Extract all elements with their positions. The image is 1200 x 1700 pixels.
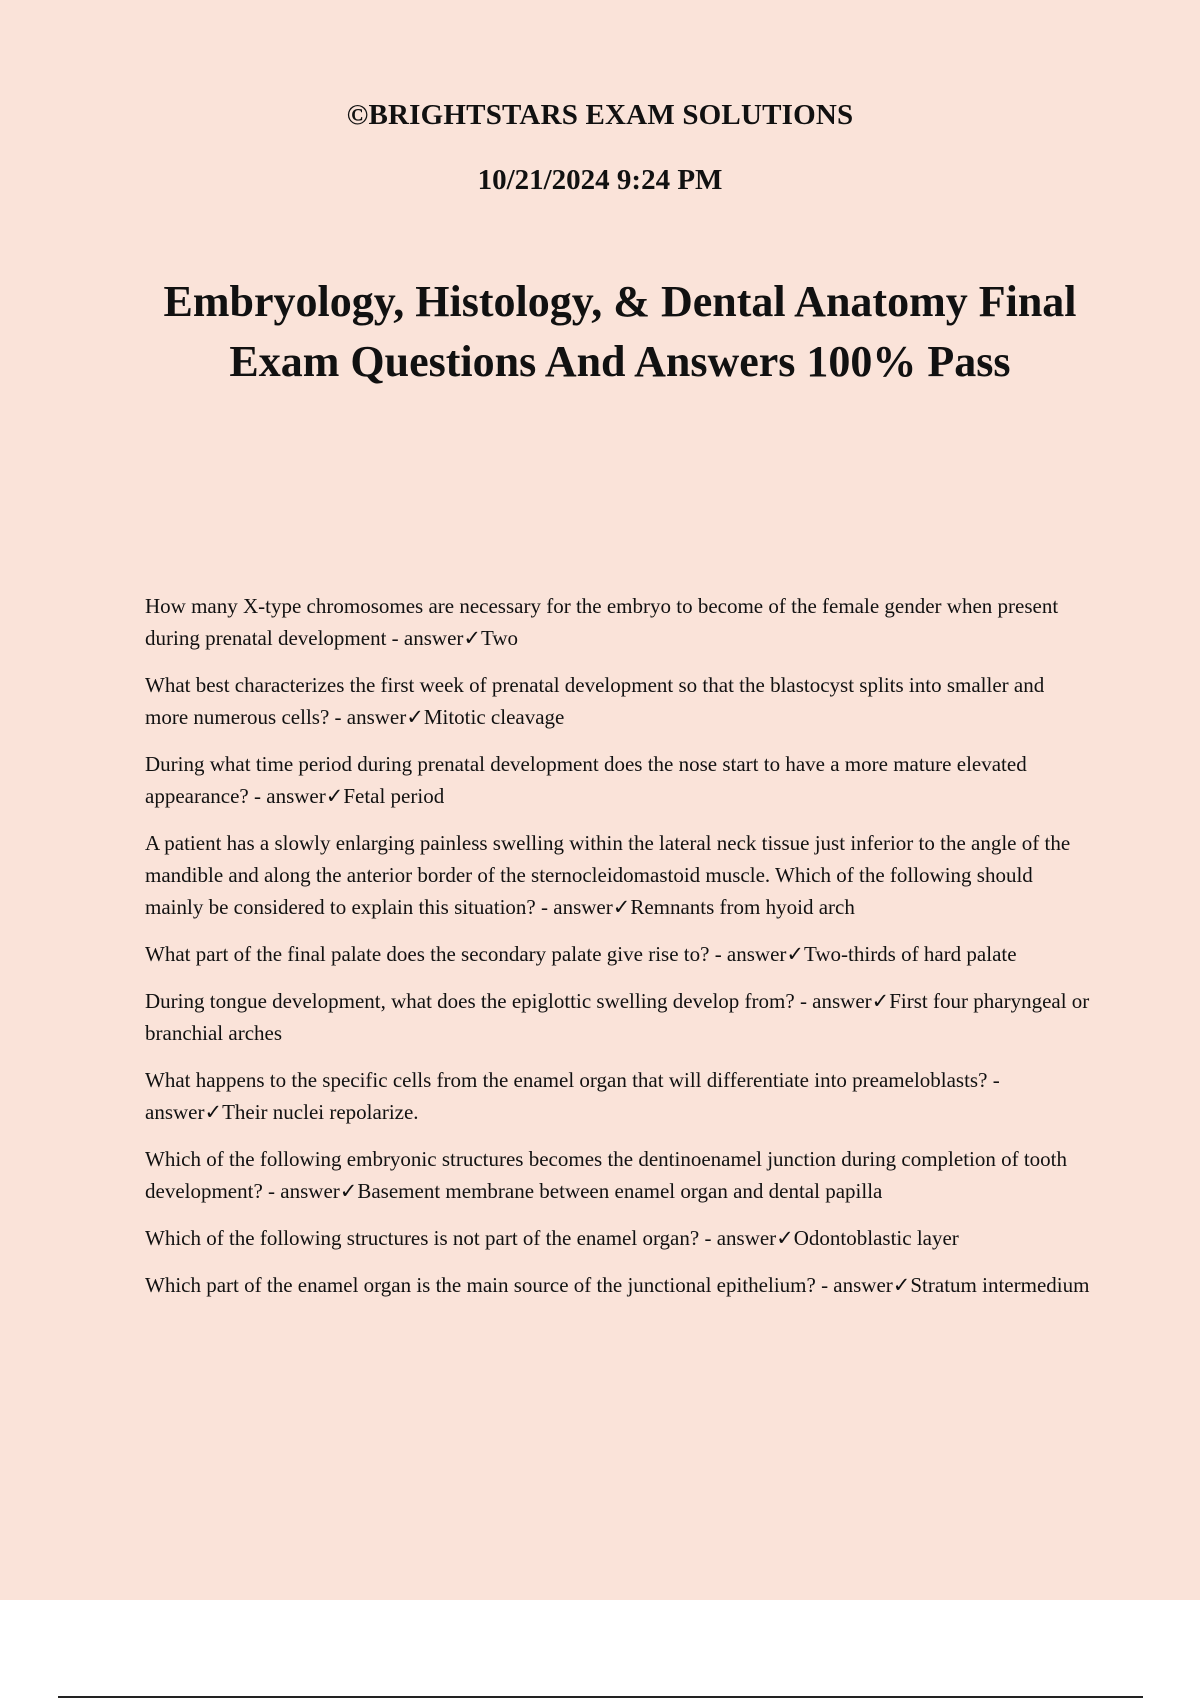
question-text: What best characterizes the first week of prenatal development so that the blastocyst splits into smaller and more numerous cells? [145,673,1045,729]
question-text: During what time period during prenatal development does the nose start to have a more mature elevated appearance? [145,752,1027,808]
answer-marker: - answer✓ [386,626,481,650]
qa-item [145,1269,1090,1301]
brand-header: ©BRIGHTSTARS EXAM SOLUTIONS [346,99,854,131]
question-text: What happens to the specific cells from the enamel organ that will differentiate into preameloblasts? [145,1068,988,1092]
answer-text: First four pharyngeal or branchial arches [145,989,1090,1045]
qa-item [145,1064,1090,1128]
answer-text: Two [480,626,519,650]
answer-marker: - answer✓ [535,895,631,919]
answer-marker: - answer✓ [709,942,804,966]
question-text: Which part of the enamel organ is the main source of the junctional epithelium? [145,1273,816,1297]
qa-item [145,985,1090,1049]
answer-marker: - answer✓ [262,1179,358,1203]
qa-item [145,827,1090,923]
answer-text: Their nuclei repolarize. [222,1100,419,1124]
qa-list [145,590,1090,1316]
header-datetime: 10/21/2024 9:24 PM [477,164,723,196]
question-text: A patient has a slowly enlarging painless swelling within the lateral neck tissue just inferior to the angle of the mandible and along the anterior border of the sternocleidomastoid muscle. Which of the following should mainly be considered to explain this situation? [145,831,1071,919]
question-text: What part of the final palate does the secondary palate give rise to? [145,942,710,966]
qa-item [145,748,1090,812]
qa-item [145,590,1090,654]
answer-text: Fetal period [343,784,445,808]
qa-item [145,1222,1090,1254]
question-text: During tongue development, what does the epiglottic swelling develop from? [145,989,795,1013]
answer-marker: - answer✓ [145,1068,1000,1124]
question-text: Which of the following embryonic structures becomes the dentinoenamel junction during completion of tooth development? [145,1147,1068,1203]
answer-marker: - answer✓ [794,989,890,1013]
qa-item [145,938,1090,970]
answer-text: Odontoblastic layer [793,1226,959,1250]
qa-item [145,669,1090,733]
qa-item [145,1143,1090,1207]
question-text: Which of the following structures is not part of the enamel organ? [145,1226,700,1250]
document-title: Embryology, Histology, & Dental Anatomy Final Exam Questions And Answers 100% Pass [163,277,1077,386]
question-text: How many X-type chromosomes are necessary for the embryo to become of the female gender when present during prenatal development [145,594,1059,650]
answer-marker: - answer✓ [329,705,424,729]
answer-marker: - answer✓ [248,784,344,808]
page-divider [58,1696,1143,1698]
answer-marker: - answer✓ [815,1273,911,1297]
answer-text: Stratum intermedium [910,1273,1090,1297]
answer-text: Two-thirds of hard palate [804,942,1017,966]
answer-marker: - answer✓ [699,1226,794,1250]
answer-text: Remnants from hyoid arch [630,895,855,919]
answer-text: Basement membrane between enamel organ and dental papilla [357,1179,883,1203]
answer-text: Mitotic cleavage [423,705,565,729]
